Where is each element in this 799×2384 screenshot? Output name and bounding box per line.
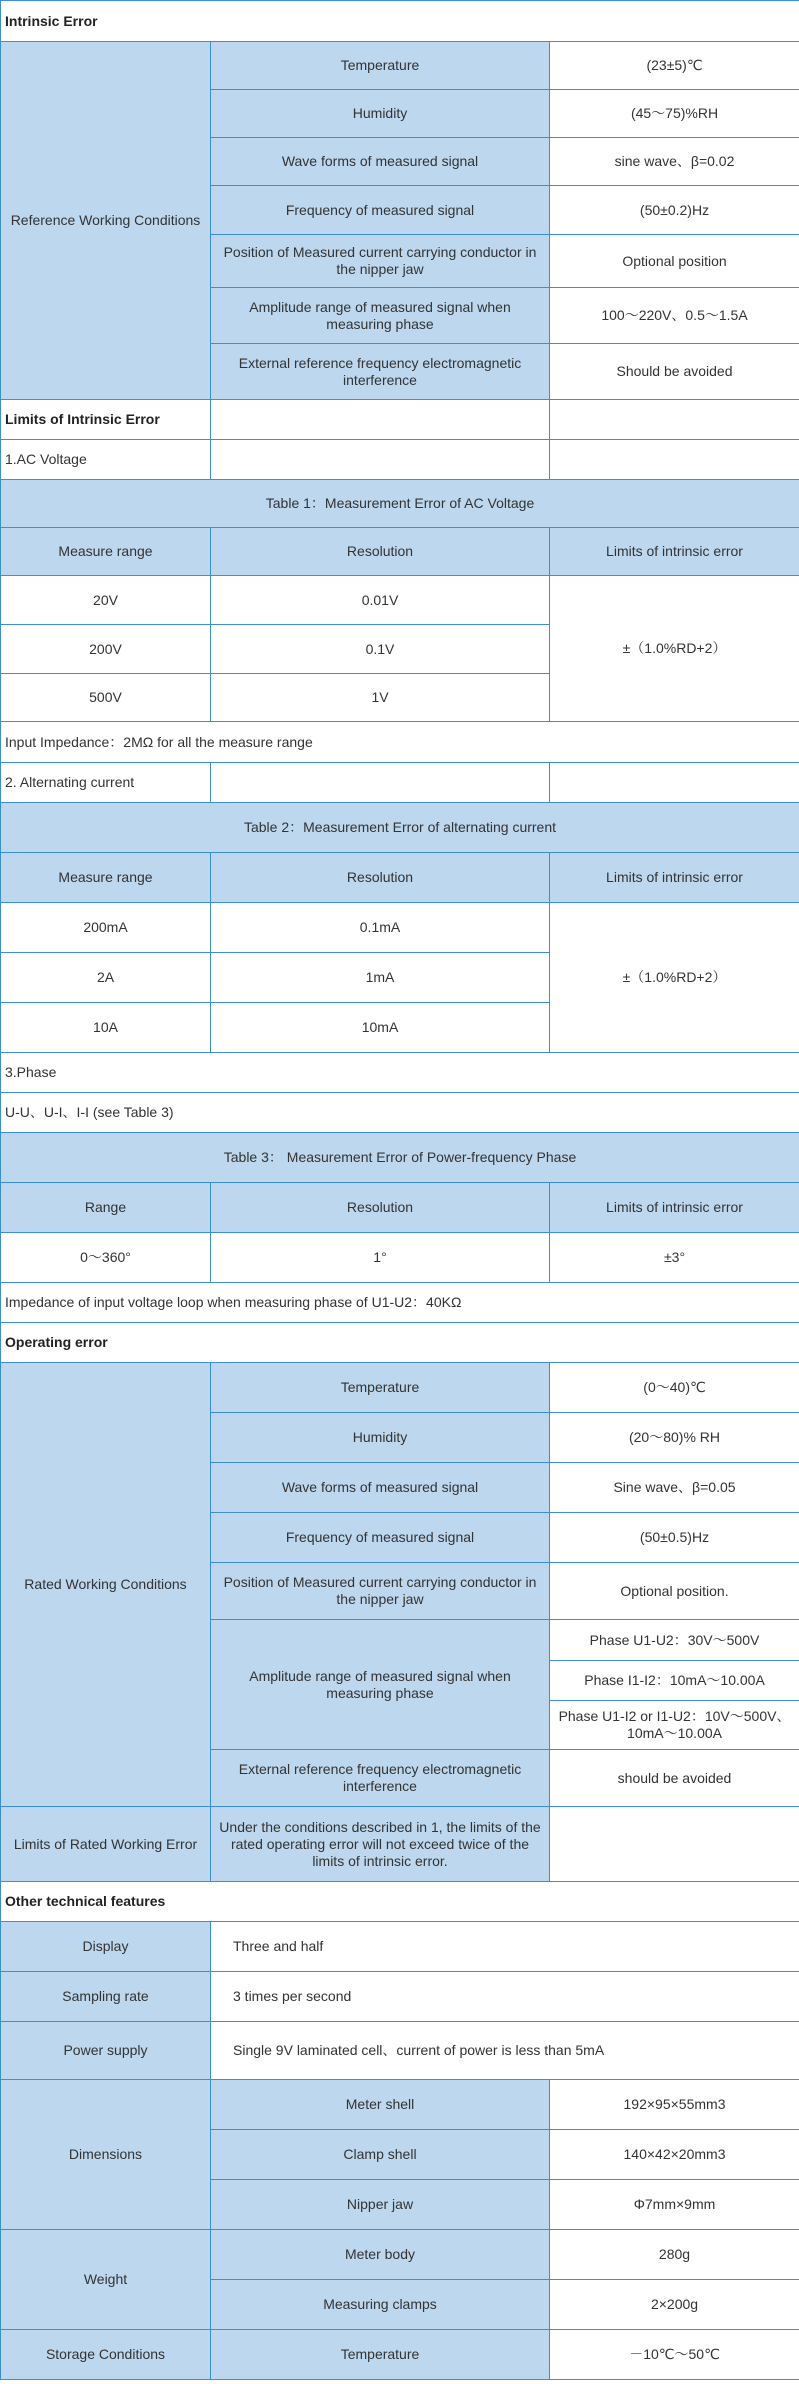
operating-error-title: Operating error: [1, 1323, 799, 1363]
weight-name: Meter body: [211, 2230, 550, 2280]
dimension-value: Φ7mm×9mm: [550, 2180, 799, 2230]
limits-intrinsic-title: Limits of Intrinsic Error: [1, 400, 211, 440]
condition-value: should be avoided: [550, 1750, 799, 1807]
column-header: Resolution: [211, 853, 550, 903]
storage-name: Temperature: [211, 2330, 550, 2380]
column-header: Resolution: [211, 528, 550, 576]
empty-cell: [211, 400, 550, 440]
phase-resolution: 1°: [211, 1233, 550, 1283]
dimension-name: Meter shell: [211, 2080, 550, 2130]
reference-conditions-label: Reference Working Conditions: [1, 42, 211, 400]
storage-value: －10℃～50℃: [550, 2330, 799, 2380]
table1-title: Table 1：Measurement Error of AC Voltage: [1, 480, 799, 528]
condition-value: (23±5)℃: [550, 42, 799, 90]
power-supply-label: Power supply: [1, 2022, 211, 2080]
other-features-title: Other technical features: [1, 1882, 799, 1922]
empty-cell: [211, 440, 550, 480]
column-header: Limits of intrinsic error: [550, 1183, 799, 1233]
phase-range: 0～360°: [1, 1233, 211, 1283]
column-header: Limits of intrinsic error: [550, 528, 799, 576]
resolution: 1V: [211, 674, 550, 722]
condition-value: (50±0.5)Hz: [550, 1513, 799, 1563]
dimension-value: 192×95×55mm3: [550, 2080, 799, 2130]
condition-name: Position of Measured current carrying conductor in the nipper jaw: [211, 235, 550, 288]
intrinsic-error-title: Intrinsic Error: [1, 1, 799, 42]
column-header: Measure range: [1, 528, 211, 576]
weight-label: Weight: [1, 2230, 211, 2330]
condition-name: Frequency of measured signal: [211, 1513, 550, 1563]
resolution: 0.1mA: [211, 903, 550, 953]
storage-conditions-label: Storage Conditions: [1, 2330, 211, 2380]
empty-cell: [211, 763, 550, 803]
rated-limits-label: Limits of Rated Working Error: [1, 1807, 211, 1882]
condition-name: Position of Measured current carrying conductor in the nipper jaw: [211, 1563, 550, 1620]
condition-value: (45～75)%RH: [550, 90, 799, 138]
column-header: Range: [1, 1183, 211, 1233]
column-header: Limits of intrinsic error: [550, 853, 799, 903]
sampling-rate-label: Sampling rate: [1, 1972, 211, 2022]
display-label: Display: [1, 1922, 211, 1972]
condition-name: External reference frequency electromagnetic interference: [211, 344, 550, 400]
column-header: Measure range: [1, 853, 211, 903]
condition-value: Optional position.: [550, 1563, 799, 1620]
measure-range: 2A: [1, 953, 211, 1003]
condition-value: (20～80)% RH: [550, 1413, 799, 1463]
input-impedance-note: Input Impedance：2MΩ for all the measure range: [1, 722, 799, 763]
condition-name: Humidity: [211, 90, 550, 138]
ac-current-heading: 2. Alternating current: [1, 763, 211, 803]
condition-name: Wave forms of measured signal: [211, 138, 550, 186]
condition-value: Should be avoided: [550, 344, 799, 400]
rated-conditions-label: Rated Working Conditions: [1, 1363, 211, 1807]
phase-limit: ±3°: [550, 1233, 799, 1283]
weight-value: 280g: [550, 2230, 799, 2280]
phase-heading: 3.Phase: [1, 1053, 799, 1093]
intrinsic-limit: ±（1.0%RD+2）: [550, 576, 799, 722]
sampling-rate-value: 3 times per second: [211, 1972, 799, 2022]
phase-subheading: U-U、U-I、I-I (see Table 3): [1, 1093, 799, 1133]
display-value: Three and half: [211, 1922, 799, 1972]
ac-voltage-heading: 1.AC Voltage: [1, 440, 211, 480]
resolution: 0.01V: [211, 576, 550, 625]
empty-cell: [550, 763, 799, 803]
empty-cell: [550, 440, 799, 480]
column-header: Resolution: [211, 1183, 550, 1233]
condition-name: Humidity: [211, 1413, 550, 1463]
condition-value: Optional position: [550, 235, 799, 288]
dimension-name: Nipper jaw: [211, 2180, 550, 2230]
condition-name: Temperature: [211, 42, 550, 90]
condition-name: External reference frequency electromagnetic interference: [211, 1750, 550, 1807]
amplitude-range-name: Amplitude range of measured signal when measuring phase: [211, 1620, 550, 1750]
rated-limits-text: Under the conditions described in 1, the limits of the rated operating error will not exceed twice of the limits of intrinsic error.: [211, 1807, 550, 1882]
measure-range: 500V: [1, 674, 211, 722]
empty-cell: [550, 400, 799, 440]
power-supply-value: Single 9V laminated cell、current of power is less than 5mA: [211, 2022, 799, 2080]
condition-value: 100～220V、0.5～1.5A: [550, 288, 799, 344]
condition-value: sine wave、β=0.02: [550, 138, 799, 186]
resolution: 0.1V: [211, 625, 550, 674]
condition-name: Temperature: [211, 1363, 550, 1413]
amplitude-value: Phase U1-I2 or I1-U2：10V～500V、10mA～10.00A: [550, 1701, 799, 1750]
amplitude-value: Phase U1-U2：30V～500V: [550, 1620, 799, 1661]
weight-value: 2×200g: [550, 2280, 799, 2330]
condition-value: Sine wave、β=0.05: [550, 1463, 799, 1513]
condition-value: (0～40)℃: [550, 1363, 799, 1413]
weight-name: Measuring clamps: [211, 2280, 550, 2330]
table2-title: Table 2：Measurement Error of alternating current: [1, 803, 799, 853]
intrinsic-limit: ±（1.0%RD+2）: [550, 903, 799, 1053]
condition-name: Wave forms of measured signal: [211, 1463, 550, 1513]
condition-name: Frequency of measured signal: [211, 186, 550, 235]
measure-range: 200V: [1, 625, 211, 674]
resolution: 10mA: [211, 1003, 550, 1053]
dimension-value: 140×42×20mm3: [550, 2130, 799, 2180]
empty-cell: [550, 1807, 799, 1882]
condition-name: Amplitude range of measured signal when measuring phase: [211, 288, 550, 344]
condition-value: (50±0.2)Hz: [550, 186, 799, 235]
amplitude-value: Phase I1-I2：10mA～10.00A: [550, 1661, 799, 1701]
measure-range: 200mA: [1, 903, 211, 953]
measure-range: 20V: [1, 576, 211, 625]
table3-title: Table 3： Measurement Error of Power-frequency Phase: [1, 1133, 799, 1183]
dimensions-label: Dimensions: [1, 2080, 211, 2230]
measure-range: 10A: [1, 1003, 211, 1053]
phase-impedance-note: Impedance of input voltage loop when measuring phase of U1-U2：40KΩ: [1, 1283, 799, 1323]
resolution: 1mA: [211, 953, 550, 1003]
dimension-name: Clamp shell: [211, 2130, 550, 2180]
